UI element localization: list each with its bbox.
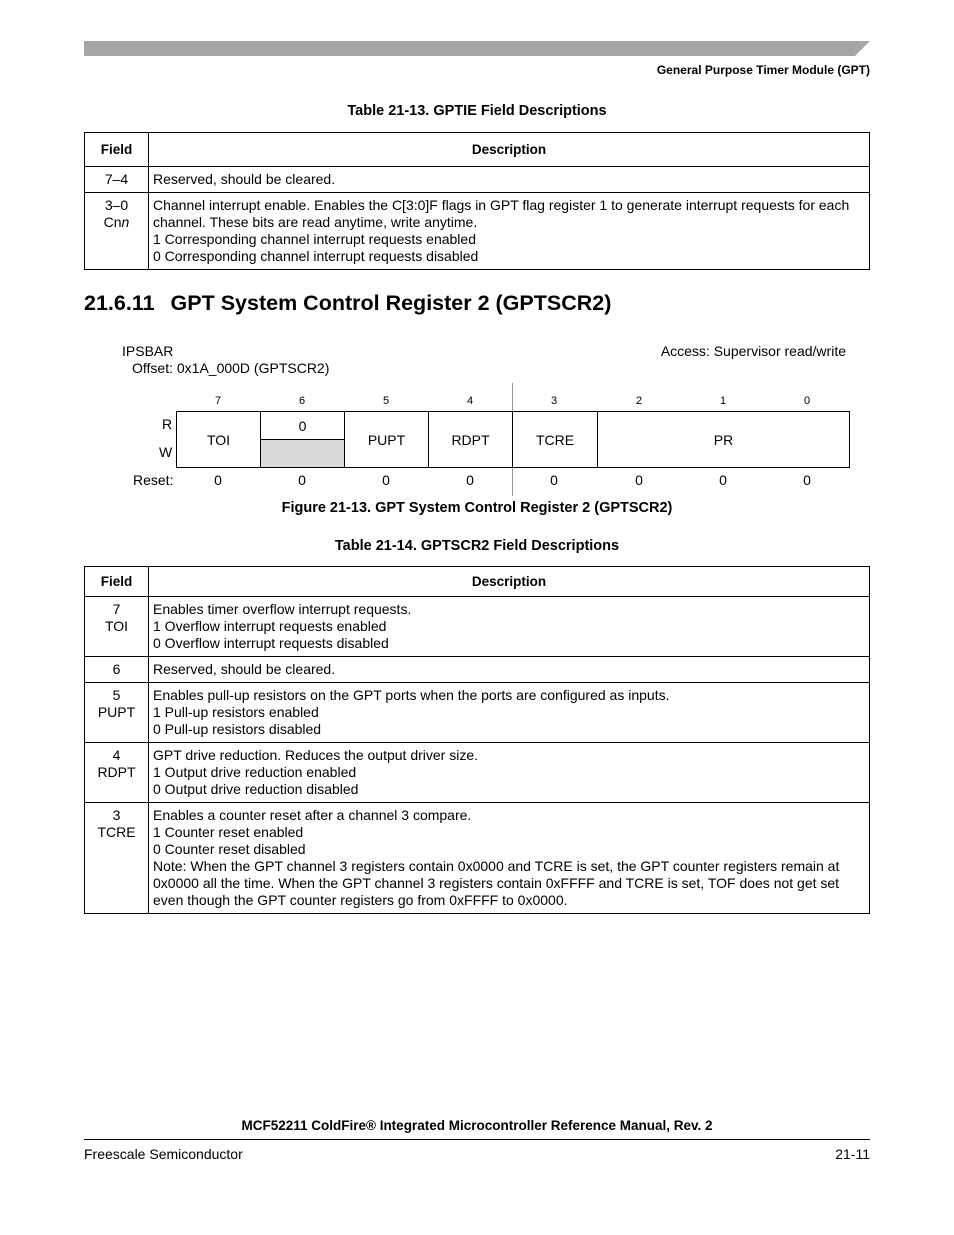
write-row-label: W	[159, 444, 173, 460]
table13	[84, 132, 870, 270]
description-line: 1 Pull-up resistors enabled	[153, 704, 319, 720]
description-line: Channel interrupt enable. Enables the C[3:0]F flags in GPT flag register 1 to generate interrupt requests for each channel. These bits are read anytime, write anytime.	[153, 197, 850, 230]
footer-rule	[84, 1139, 870, 1140]
description-line: 0 Counter reset disabled	[153, 841, 306, 857]
field-bits: 5	[112, 687, 121, 703]
description-note: Note: When the GPT channel 3 registers contain 0x0000 and TCRE is set, the GPT counter registers remain at 0x0000 all the time. When the GPT channel 3 registers contain 0xFFFF and TCRE is set, TOF does not get set even though the GPT counter registers go from 0xFFFF to 0x0000.	[153, 858, 840, 908]
description-line: 1 Counter reset enabled	[153, 824, 304, 840]
field-cell	[85, 683, 149, 743]
reset-value: 0	[550, 472, 558, 488]
table14	[84, 566, 870, 914]
table14-header-field: Field	[85, 567, 149, 597]
access-label: Access: Supervisor read/write	[660, 343, 846, 359]
description-line: 1 Output drive reduction enabled	[153, 764, 357, 780]
description-cell	[149, 657, 870, 683]
manual-title: MCF52211 ColdFire® Integrated Microcontroller Reference Manual, Rev. 2	[241, 1118, 713, 1133]
reset-value: 0	[214, 472, 222, 488]
description-cell	[149, 743, 870, 803]
description-line: 0 Pull-up resistors disabled	[153, 721, 322, 737]
field-toi: TOI	[176, 411, 261, 468]
field-bits: 7–4	[104, 171, 129, 187]
bit-number: 1	[719, 395, 727, 407]
field-bit6-write-reserved	[260, 439, 345, 468]
field-bits: 3–0	[104, 197, 129, 213]
header-bar	[84, 41, 870, 56]
description-line: Enables a counter reset after a channel 3 compare.	[153, 807, 472, 823]
table13-header-description: Description	[149, 133, 870, 167]
table-row	[85, 683, 870, 743]
company-name: Freescale Semiconductor	[84, 1146, 243, 1162]
field-bits: 3	[112, 807, 121, 823]
description-line: Reserved, should be cleared.	[153, 171, 336, 187]
reset-value: 0	[635, 472, 643, 488]
description-line: 0 Corresponding channel interrupt requests disabled	[153, 248, 479, 264]
description-cell	[149, 803, 870, 914]
reset-value: 0	[466, 472, 474, 488]
figure-caption: Figure 21-13. GPT System Control Register 2 (GPTSCR2)	[281, 500, 673, 516]
description-cell	[149, 597, 870, 657]
table-row	[85, 657, 870, 683]
read-row-label: R	[162, 416, 173, 432]
field-name: PUPT	[97, 704, 136, 720]
field-cell	[85, 803, 149, 914]
reset-value: 0	[719, 472, 727, 488]
description-line: 1 Corresponding channel interrupt requests enabled	[153, 231, 476, 247]
ipsbar-label: IPSBAR	[122, 343, 174, 359]
description-line: 0 Output drive reduction disabled	[153, 781, 359, 797]
description-line: GPT drive reduction. Reduces the output driver size.	[153, 747, 479, 763]
bit-number: 5	[382, 395, 390, 407]
field-cell	[85, 167, 149, 193]
field-bits: 7	[112, 601, 121, 617]
reset-value: 0	[298, 472, 306, 488]
bit-number: 2	[635, 395, 643, 407]
field-pr: PR	[597, 411, 850, 468]
description-line: Enables timer overflow interrupt requests.	[153, 601, 412, 617]
description-cell	[149, 193, 870, 270]
field-cell	[85, 657, 149, 683]
field-name-text: Cn	[103, 214, 122, 230]
field-pupt: PUPT	[344, 411, 429, 468]
description-line: Enables pull-up resistors on the GPT ports when the ports are configured as inputs.	[153, 687, 670, 703]
field-bits: 4	[112, 747, 121, 763]
bit-number: 0	[803, 395, 811, 407]
table-row	[85, 803, 870, 914]
field-rdpt: RDPT	[428, 411, 513, 468]
bit-number: 7	[214, 395, 222, 407]
description-line: 1 Overflow interrupt requests enabled	[153, 618, 387, 634]
section-number: 21.6.11	[84, 291, 155, 315]
field-name: TOI	[104, 618, 129, 634]
field-name: RDPT	[97, 764, 136, 780]
table14-header-description: Description	[149, 567, 870, 597]
table13-header-field: Field	[85, 133, 149, 167]
section-title: GPT System Control Register 2 (GPTSCR2)	[170, 291, 612, 315]
offset-label: Offset: 0x1A_000D (GPTSCR2)	[132, 360, 330, 376]
field-name	[85, 214, 148, 231]
bit-number: 6	[298, 395, 306, 407]
table14-caption: Table 21-14. GPTSCR2 Field Descriptions	[334, 538, 620, 554]
reset-value: 0	[382, 472, 390, 488]
description-cell	[149, 683, 870, 743]
field-name-suffix: n	[121, 214, 130, 230]
page-number: 21-11	[835, 1146, 870, 1162]
field-cell	[85, 193, 149, 270]
field-bits: 6	[112, 661, 121, 677]
field-name: TCRE	[97, 824, 136, 840]
description-cell	[149, 167, 870, 193]
description-line: Reserved, should be cleared.	[153, 661, 336, 677]
section-heading	[84, 291, 611, 316]
table-row	[85, 193, 870, 270]
bit-number: 4	[466, 395, 474, 407]
description-line: 0 Overflow interrupt requests disabled	[153, 635, 389, 651]
field-tcre: TCRE	[512, 411, 598, 468]
table-row	[85, 743, 870, 803]
reset-value: 0	[803, 472, 811, 488]
table-row	[85, 597, 870, 657]
field-cell	[85, 597, 149, 657]
table13-caption: Table 21-13. GPTIE Field Descriptions	[347, 103, 607, 119]
table-row	[85, 167, 870, 193]
chapter-title: General Purpose Timer Module (GPT)	[656, 63, 870, 77]
field-cell	[85, 743, 149, 803]
bit-number: 3	[550, 395, 558, 407]
reset-label: Reset:	[133, 472, 174, 488]
field-bit6-read: 0	[260, 411, 345, 440]
